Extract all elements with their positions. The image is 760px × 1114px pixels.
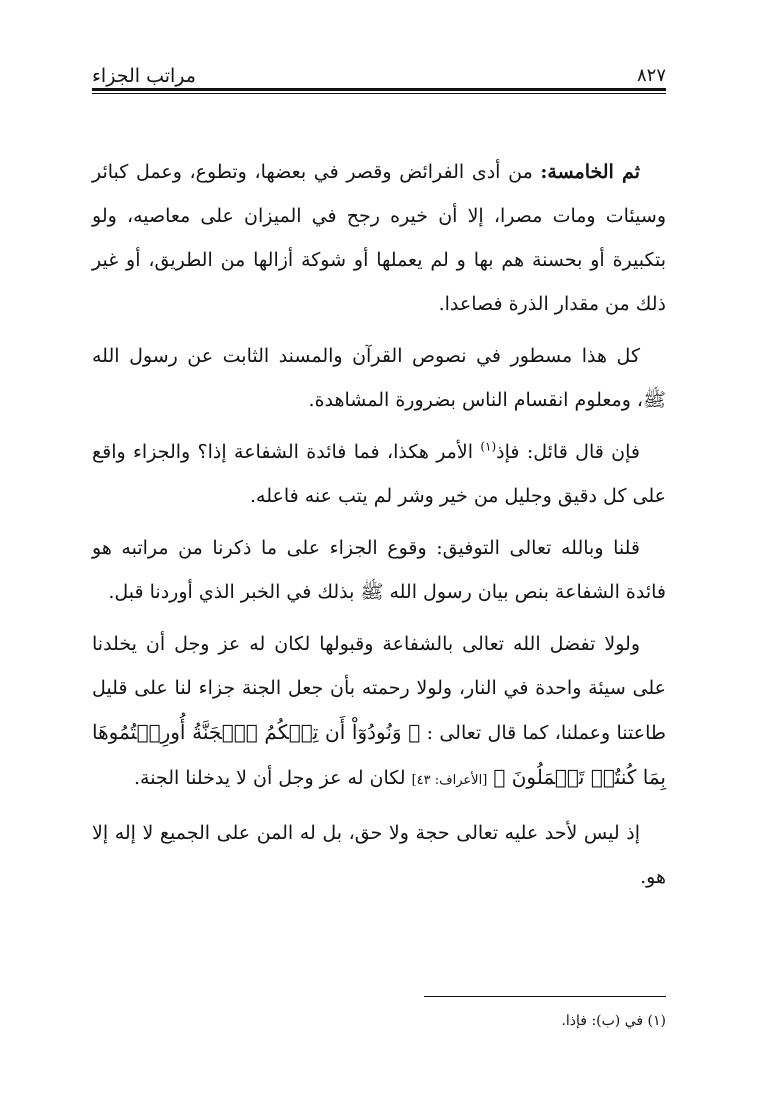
quran-verse: ﴿ وَنُودُوٓاْ أَن تِلۡكُمُ ٱلۡجَنَّةُ أُورِثۡتُمُوهَا بِمَا كُنتُمۡ تَعۡمَلُونَ ﴾ [92, 720, 666, 789]
body-text [92, 150, 666, 907]
lead-word: ثم الخامسة: [540, 161, 640, 183]
paragraph-text: لكان له عز وجل أن لا يدخلنا الجنة. [133, 767, 412, 789]
footnote: (١) في (ب): فإذا. [561, 1013, 666, 1029]
paragraph-conclusion [92, 811, 666, 899]
page-header [92, 58, 666, 94]
paragraph-text: قلنا وبالله تعالى التوفيق: وقوع الجزاء على ما ذكرنا من مراتبه هو فائدة الشفاعة بنص بيان رسول الله ﷺ بذلك في الخبر الذي أوردنا قبل. [92, 537, 666, 603]
paragraph-answer [92, 526, 666, 614]
paragraph-text: كل هذا مسطور في نصوص القرآن والمسند الثابت عن رسول الله ﷺ، ومعلوم انقسام الناس بضرورة المشاهدة. [92, 345, 666, 411]
verse-reference: [الأعراف: ٤٣] [411, 773, 488, 788]
paragraph-recorded [92, 334, 666, 422]
paragraph-text: من أدى الفرائض وقصر في بعضها، وتطوع، وعمل كبائر وسيئات ومات مصرا، إلا أن خيره رجح في الميزان على معاصيه، ولو بتكبيرة أو بحسنة هم بها و لم يعملها أو شوكة أزالها من الطريق، أو غير ذلك من مقدار الذرة فصاعدا. [92, 161, 666, 315]
footnote-separator [424, 996, 666, 997]
footnote-marker[interactable]: (١) [480, 439, 497, 454]
paragraph-intercession [92, 622, 666, 803]
paragraph-objection [92, 430, 666, 518]
paragraph-text: ولولا تفضل الله تعالى بالشفاعة وقبولها لكان له عز وجل أن يخلدنا على سيئة واحدة في النار، ولولا رحمته بأن جعل الجنة جزاء لنا على قليل طاعتنا وعملنا، كما قال تعالى : [92, 633, 666, 744]
paragraph-text: إذ ليس لأحد عليه تعالى حجة ولا حق، بل له المن على الجميع لا إله إلا هو. [92, 822, 666, 888]
header-rule [92, 88, 666, 94]
paragraph-text: فإن قال قائل: فإذ [496, 441, 640, 463]
paragraph-text: الأمر هكذا، فما فائدة الشفاعة إذا؟ والجزاء واقع على كل دقيق وجليل من خير وشر لم يتب عنه فاعله. [92, 441, 666, 507]
page-number: ٨٢٧ [636, 65, 666, 86]
running-title: مراتب الجزاء [92, 65, 196, 87]
paragraph-fifth-category [92, 150, 666, 326]
